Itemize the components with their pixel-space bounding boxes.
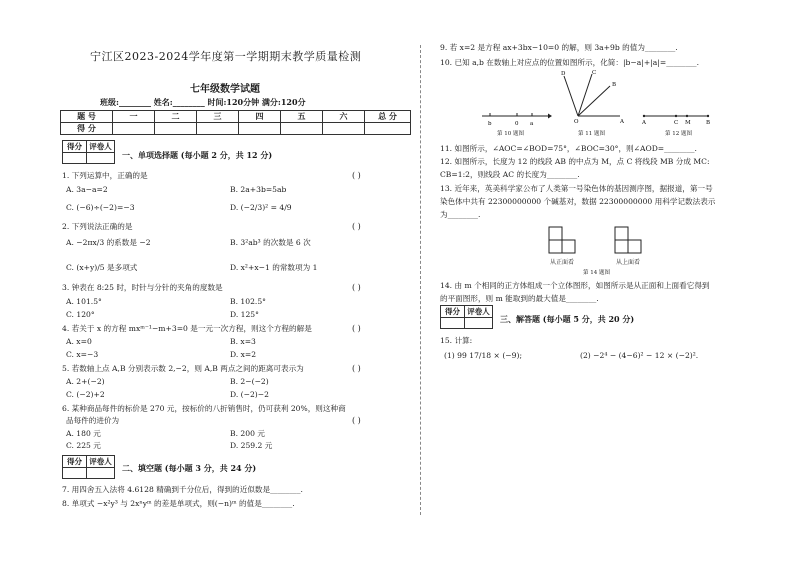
fig12-label-c: C: [674, 120, 679, 126]
q7-text: 7. 用四舍五入法将 4.6128 精确到千分位后，得到的近似数是________.: [62, 485, 303, 494]
q6-stem-line2: 品每件的进价为: [66, 416, 120, 425]
q1-option-b: B. 2a+3b=5ab: [230, 185, 287, 194]
grader-box-3: [440, 305, 493, 329]
q5-option-b: B. 2−(−2): [230, 377, 269, 386]
score-table-cell: 四: [239, 111, 281, 123]
fig10-label-b: b: [488, 121, 492, 127]
fig12-label-a: A: [642, 120, 646, 126]
grader-name-label: 评卷人: [87, 141, 115, 153]
q4-option-a: A. x=0: [66, 337, 92, 346]
score-table: [60, 110, 411, 135]
q3-option-d: D. 125°: [230, 310, 259, 319]
score-table-cell: 总 分: [365, 111, 411, 123]
score-table-cell: 一: [113, 111, 155, 123]
grader-cell: [63, 153, 87, 164]
fig10-number-line: [480, 108, 550, 128]
fig11-caption: 第 11 题图: [578, 131, 605, 137]
q3-answer-paren[interactable]: ( ): [352, 283, 361, 292]
grader-score-label: 得分: [63, 141, 87, 153]
q6-option-d: D. 259.2 元: [230, 441, 273, 450]
q13-text-line2: 染色体中共有 22300000000 个碱基对，数据 22300000000 用科学记数法表示: [440, 197, 716, 206]
q15-stem: 15. 计算:: [440, 336, 473, 345]
fig12-label-b: B: [706, 120, 711, 126]
score-table-cell: [365, 123, 411, 135]
q8-text: 8. 单项式 −x²y³ 与 2xⁿyᵐ 的差是单项式，则(−n)ᵐ 的值是________.: [62, 499, 295, 508]
grader-cell: [441, 318, 465, 329]
q5-option-c: C. (−2)+2: [66, 390, 105, 399]
score-table-cell: [155, 123, 197, 135]
q4-option-b: B. x=3: [230, 337, 256, 346]
score-table-cell: 得 分: [61, 123, 113, 135]
q15-part1: (1) 99 17/18 × (−9);: [444, 351, 522, 360]
q14-text-line1: 14. 由 m 个相同的正方体组成一个立体图形，如图所示是从正面和上面看它得到: [440, 281, 710, 290]
q2-answer-paren[interactable]: ( ): [352, 222, 361, 231]
q3-stem: 3. 钟表在 8:25 时，时针与分针的夹角的度数是: [62, 283, 223, 292]
q2-option-c: C. (x+y)/5 是多项式: [66, 263, 138, 272]
score-table-cell: 二: [155, 111, 197, 123]
q5-stem: 5. 若数轴上点 A,B 分别表示数 2,−2，则 A,B 两点之间的距离可表示为: [62, 364, 304, 373]
q1-option-a: A. 3a−a=2: [66, 185, 108, 194]
q6-option-a: A. 180 元: [66, 429, 101, 438]
q5-answer-paren[interactable]: ( ): [352, 364, 361, 373]
section3-title: 三、解答题 (每小题 5 分，共 20 分): [500, 314, 635, 324]
fig10-caption: 第 10 题图: [497, 131, 524, 137]
q2-option-d: D. x²+x−1 的常数项为 1: [230, 263, 318, 272]
grader-cell: [87, 468, 115, 479]
grader-score-label: 得分: [441, 306, 465, 318]
score-table-cell: [197, 123, 239, 135]
q12-text-line2: CB=1:2，则线段 AC 的长度为________.: [440, 170, 580, 179]
score-table-cell: 题 号: [61, 111, 113, 123]
grader-cell: [87, 153, 115, 164]
q1-option-d: D. (−2/3)² = 4/9: [230, 203, 292, 212]
fig14-top-view: [614, 226, 642, 254]
section1-title: 一、单项选择题 (每小题 2 分，共 12 分): [122, 150, 273, 160]
grader-box-1: [62, 140, 115, 164]
fig10-label-a: a: [530, 121, 534, 127]
fig11-label-c: C: [592, 70, 597, 76]
q1-stem: 1. 下列运算中，正确的是: [62, 171, 148, 180]
q2-option-b: B. 3²ab³ 的次数是 6 次: [230, 238, 311, 247]
q13-text-line3: 为________.: [440, 210, 481, 219]
q2-option-a: A. −2πx/3 的系数是 −2: [66, 238, 151, 247]
fig14-front-view: [548, 226, 576, 254]
score-table-cell: [239, 123, 281, 135]
q4-option-c: C. x=−3: [66, 350, 99, 359]
q3-option-a: A. 101.5°: [66, 297, 102, 306]
fig14-caption: 第 14 题图: [583, 270, 610, 276]
score-table-cell: [281, 123, 323, 135]
score-table-cell: 六: [323, 111, 365, 123]
fig12-segment: [640, 110, 712, 126]
q1-option-c: C. (−6)÷(−2)=−3: [66, 203, 135, 212]
score-table-cell: 五: [281, 111, 323, 123]
q2-stem: 2. 下列说法正确的是: [62, 222, 133, 231]
q4-option-d: D. x=2: [230, 350, 257, 359]
q15-part2: (2) −2⁴ − (4−6)² − 12 × (−2)².: [580, 351, 699, 360]
page-divider: [420, 45, 421, 515]
q13-text-line1: 13. 近年来，英美科学家公布了人类第一号染色体的基因测序图，据报道，第一号: [440, 184, 713, 193]
q5-option-a: A. 2+(−2): [66, 377, 105, 386]
score-table-cell: [323, 123, 365, 135]
q4-stem: 4. 若关于 x 的方程 mxᵐ⁻¹−m+3=0 是一元一次方程，则这个方程的解是: [62, 324, 312, 333]
q6-option-c: C. 225 元: [66, 441, 101, 450]
fig11-label-o: O: [574, 119, 579, 125]
fig14-top-label: 从上面看: [616, 259, 641, 266]
q3-option-b: B. 102.5°: [230, 297, 266, 306]
grader-cell: [465, 318, 493, 329]
grader-score-label: 得分: [63, 456, 87, 468]
fig14-front-label: 从正面看: [550, 259, 575, 266]
q14-text-line2: 的平面图形，则 m 能取到的最大值是________.: [440, 294, 599, 303]
q6-answer-paren[interactable]: ( ): [352, 416, 361, 425]
fig12-caption: 第 12 题图: [665, 131, 692, 137]
fig10-label-0: 0: [515, 121, 519, 127]
fig12-label-m: M: [685, 120, 691, 126]
grader-box-2: [62, 455, 115, 479]
q6-option-b: B. 200 元: [230, 429, 265, 438]
q12-text-line1: 12. 如图所示，长度为 12 的线段 AB 的中点为 M，点 C 将线段 MB 分成 MC:: [440, 157, 710, 166]
grader-name-label: 评卷人: [465, 306, 493, 318]
score-table-cell: [113, 123, 155, 135]
grader-name-label: 评卷人: [87, 456, 115, 468]
score-table-cell: 三: [197, 111, 239, 123]
q10-text: 10. 已知 a,b 在数轴上对应点的位置如图所示，化简：|b−a|+|a|=________.: [440, 58, 700, 67]
section2-title: 二、填空题 (每小题 3 分，共 24 分): [122, 463, 257, 473]
fig11-label-d: D: [561, 71, 566, 77]
fig11-angles: [560, 70, 630, 125]
exam-subtitle: 七年级数学试题: [190, 84, 260, 95]
exam-title: 宁江区2023-2024学年度第一学期期末教学质量检测: [90, 50, 362, 63]
fig11-label-a: A: [620, 119, 624, 125]
q11-text: 11. 如图所示，∠AOC=∠BOD=75°，∠BOC=30°，则∠AOD=________.: [440, 144, 697, 153]
q4-answer-paren[interactable]: ( ): [352, 324, 361, 333]
q6-stem-line1: 6. 某种商品每件的标价是 270 元，按标价的八折销售时，仍可获利 20%，则这种商: [62, 404, 346, 413]
grader-cell: [63, 468, 87, 479]
q1-answer-paren[interactable]: ( ): [352, 171, 361, 180]
q3-option-c: C. 120°: [66, 310, 95, 319]
fig11-label-b: B: [612, 82, 617, 88]
q9-text: 9. 若 x=2 是方程 ax+3bx−10=0 的解，则 3a+9b 的值为________.: [440, 43, 678, 52]
exam-info-line: 班级:________ 姓名:________ 时间:120分钟 满分:120分: [100, 97, 306, 107]
q5-option-d: D. (−2)−2: [230, 390, 269, 399]
